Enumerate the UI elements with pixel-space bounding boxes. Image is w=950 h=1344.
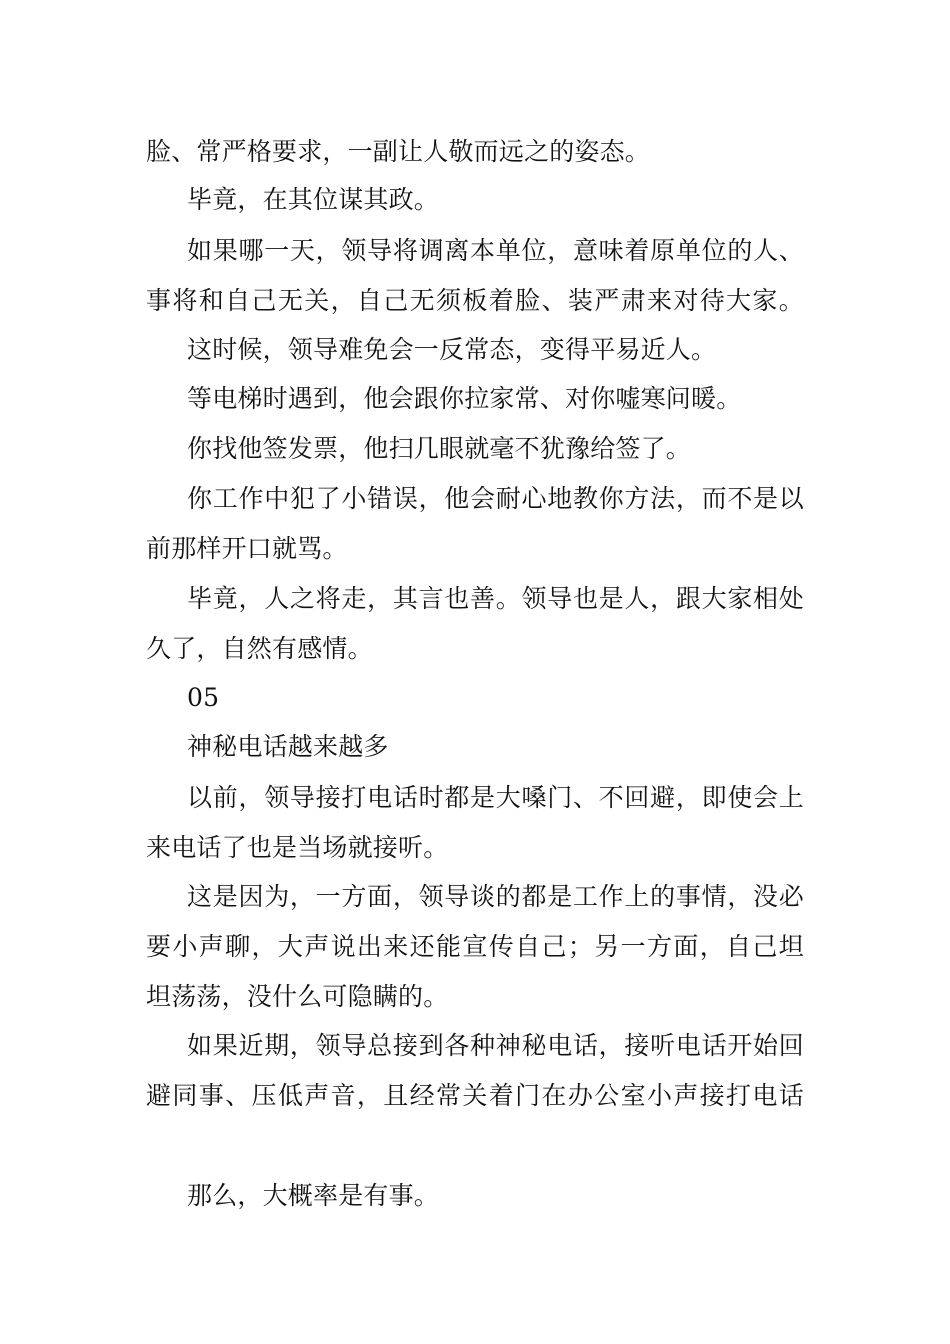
paragraph-line: 这时候，领导难免会一反常态，变得平易近人。 — [187, 335, 717, 364]
paragraph-line: 毕竟，在其位谋其政。 — [187, 185, 440, 214]
paragraph-line: 如果近期，领导总接到各种神秘电话，接听电话开始回 — [187, 1031, 804, 1060]
paragraph-line: 避同事、压低声音，且经常关着门在办公室小声接打电话 — [146, 1081, 804, 1110]
paragraph-line: 等电梯时遇到，他会跟你拉家常、对你嘘寒问暖。 — [187, 384, 742, 413]
paragraph-line: 来电话了也是当场就接听。 — [146, 833, 449, 862]
section-heading: 神秘电话越来越多 — [187, 732, 389, 761]
paragraph-line: 你找他签发票，他扫几眼就毫不犹豫给签了。 — [187, 434, 692, 463]
paragraph-line: 你工作中犯了小错误，他会耐心地教你方法，而不是以 — [187, 484, 804, 513]
paragraph-line: 如果哪一天，领导将调离本单位，意味着原单位的人、 — [187, 236, 804, 265]
paragraph-line: 那么，大概率是有事。 — [187, 1181, 440, 1210]
paragraph-line: 毕竟，人之将走，其言也善。领导也是人，跟大家相处 — [187, 584, 804, 613]
paragraph-line: 久了，自然有感情。 — [146, 634, 373, 663]
paragraph-line: 以前，领导接打电话时都是大嗓门、不回避，即使会上 — [187, 783, 804, 812]
paragraph-line: 前那样开口就骂。 — [146, 534, 348, 563]
paragraph-line: 这是因为，一方面，领导谈的都是工作上的事情，没必 — [187, 882, 804, 911]
section-number: 05 — [187, 683, 220, 712]
paragraph-line: 脸、常严格要求，一副让人敬而远之的姿态。 — [146, 137, 651, 166]
paragraph-line: 坦荡荡，没什么可隐瞒的。 — [146, 982, 449, 1011]
paragraph-line: 要小声聊，大声说出来还能宣传自己；另一方面，自己坦 — [146, 932, 804, 961]
paragraph-line: 事将和自己无关，自己无须板着脸、装严肃来对待大家。 — [146, 286, 804, 315]
